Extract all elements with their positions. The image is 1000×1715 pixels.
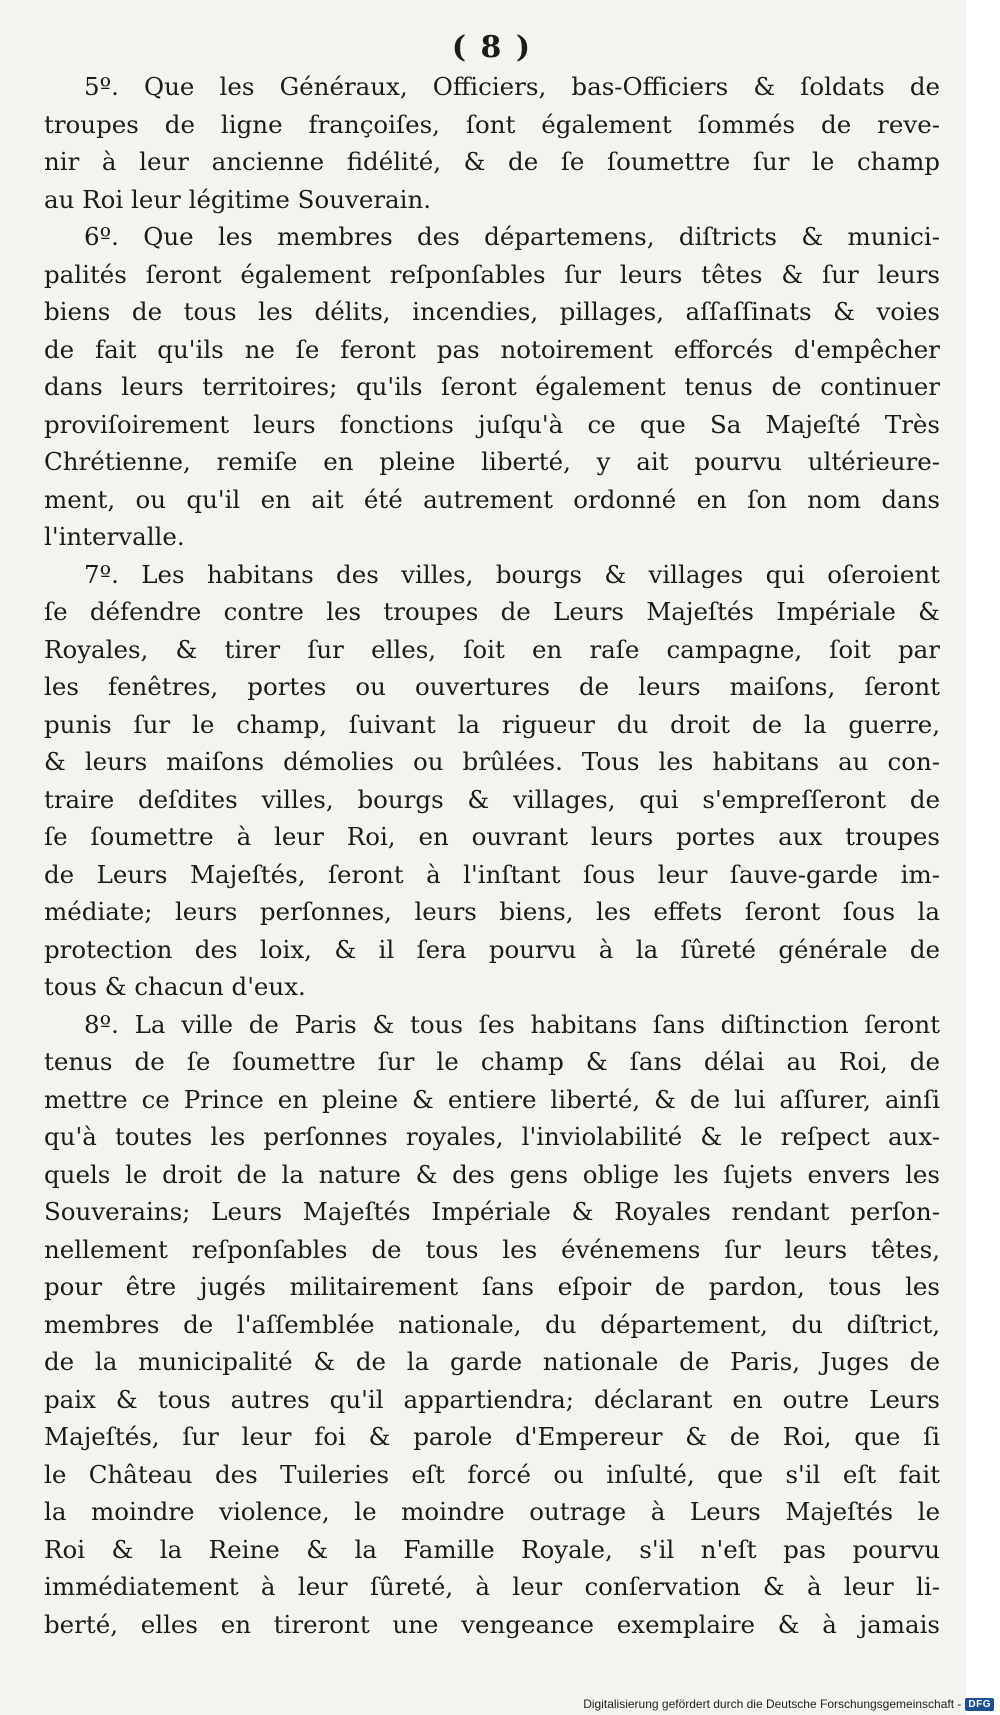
digitization-footer (583, 1697, 994, 1711)
footer-text: Digitalisierung gefördert durch die Deutsche Forschungsgemeinschaft - (583, 1697, 962, 1711)
text-line: ſe ſoumettre à leur Roi, en ouvrant leurs portes aux troupes (44, 822, 940, 851)
text-line: & leurs maiſons démolies ou brûlées. Tous les habitans au con- (44, 747, 940, 776)
text-line: de Leurs Majeſtés, ſeront à l'inſtant ſous leur ſauve-garde im- (44, 859, 940, 889)
text-line: tenus de ſe ſoumettre ſur le champ & ſans délai au Roi, de (44, 1047, 940, 1076)
text-line: biens de tous les délits, incendies, pillages, aſſaſſinats & voies (44, 297, 940, 326)
text-line: troupes de ligne françoiſes, ſont également ſommés de reve- (44, 109, 940, 139)
text-line: nellement reſponſables de tous les événemens ſur leurs têtes, (44, 1234, 940, 1264)
text-line: membres de l'aſſemblée nationale, du département, du diſtrict, (44, 1309, 940, 1339)
text-line: Majeſtés, ſur leur foi & parole d'Empereur & de Roi, que ſi (44, 1422, 940, 1451)
dfg-logo: DFG (965, 1698, 994, 1711)
page-number: ( 8 ) (451, 30, 533, 65)
text-line: dans leurs territoires; qu'ils ſeront également tenus de continuer (44, 372, 940, 401)
text-line: proviſoirement leurs fonctions juſqu'à ce que Sa Majeſté Très (44, 409, 940, 439)
text-line: de la municipalité & de la garde nationale de Paris, Juges de (44, 1347, 940, 1376)
text-line: 6º. Que les membres des départemens, diſtricts & munici- (84, 222, 940, 251)
text-line: au Roi leur légitime Souverain. (44, 184, 432, 214)
text-line: le Château des Tuileries eſt forcé ou inſulté, que s'il eſt fait (44, 1459, 940, 1489)
text-line: 7º. Les habitans des villes, bourgs & villages qui oſeroient (84, 559, 940, 589)
text-line: tous & chacun d'eux. (44, 972, 306, 1001)
text-line: ſe défendre contre les troupes de Leurs Majeſtés Impériale & (44, 597, 940, 626)
text-line: les fenêtres, portes ou ouvertures de leurs maiſons, ſeront (44, 672, 940, 701)
text-line: Chrétienne, remiſe en pleine liberté, y ait pourvu ultérieure- (44, 447, 940, 476)
text-line: Roi & la Reine & la Famille Royale, s'il n'eſt pas pourvu (44, 1534, 940, 1564)
text-line: immédiatement à leur ſûreté, à leur conſervation & à leur li- (44, 1572, 940, 1601)
text-body (44, 68, 940, 1643)
text-line: ment, ou qu'il en ait été autrement ordonné en ſon nom dans (44, 484, 940, 514)
text-line: médiate; leurs perſonnes, leurs biens, les effets ſeront ſous la (44, 897, 940, 926)
text-line: berté, elles en tireront une vengeance exemplaire & à jamais (44, 1609, 940, 1639)
text-line: de fait qu'ils ne ſe feront pas notoirement efforcés d'empêcher (44, 334, 940, 364)
text-line: pour être jugés militairement ſans eſpoir de pardon, tous les (44, 1272, 940, 1301)
text-line: qu'à toutes les perſonnes royales, l'inviolabilité & le reſpect aux- (44, 1122, 940, 1151)
text-line: Souverains; Leurs Majeſtés Impériale & Royales rendant perſon- (44, 1197, 940, 1226)
text-line: punis ſur le champ, ſuivant la rigueur du droit de la guerre, (44, 709, 940, 739)
text-line: paix & tous autres qu'il appartiendra; déclarant en outre Leurs (44, 1384, 940, 1414)
text-line: quels le droit de la nature & des gens oblige les ſujets envers les (44, 1159, 940, 1189)
text-line: protection des loix, & il ſera pourvu à la ſûreté générale de (44, 934, 940, 964)
text-line: nir à leur ancienne fidélité, & de ſe ſoumettre ſur le champ (44, 147, 940, 176)
text-line: 8º. La ville de Paris & tous ſes habitans ſans diſtinction ſeront (84, 1009, 940, 1039)
text-line: l'intervalle. (44, 522, 185, 551)
text-line: Royales, & tirer ſur elles, ſoit en raſe campagne, ſoit par (44, 634, 940, 664)
text-line: la moindre violence, le moindre outrage à Leurs Majeſtés le (44, 1497, 940, 1526)
text-line: mettre ce Prince en pleine & entiere liberté, & de lui aſſurer, ainſi (44, 1084, 940, 1114)
text-line: traire deſdites villes, bourgs & villages, qui s'empreſſeront de (44, 784, 940, 814)
text-line: 5º. Que les Généraux, Officiers, bas-Officiers & ſoldats de (84, 72, 940, 101)
page-content (44, 28, 940, 1688)
text-line: palités ſeront également reſponſables ſur leurs têtes & ſur leurs (44, 259, 940, 289)
